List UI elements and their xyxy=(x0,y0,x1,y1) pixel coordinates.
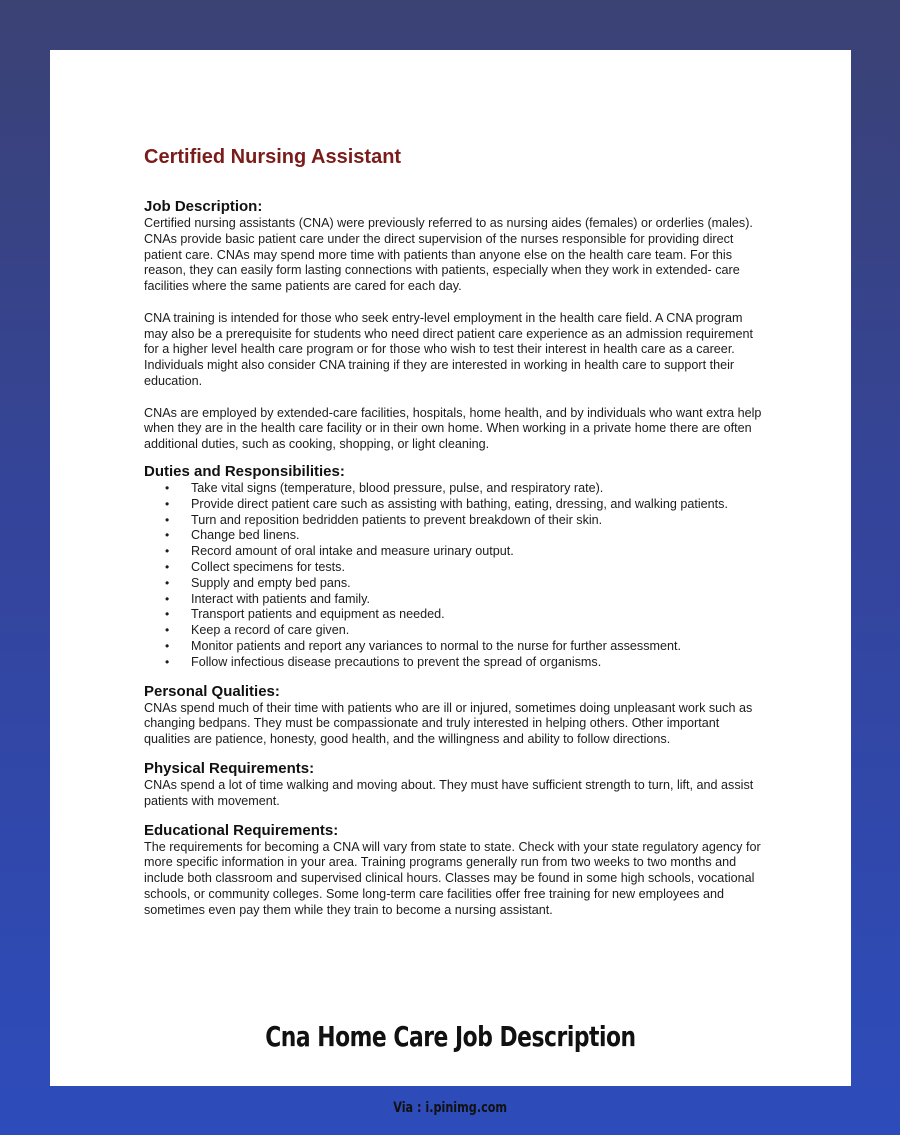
bullet-icon: • xyxy=(165,480,170,495)
physical-requirements-heading: Physical Requirements: xyxy=(144,759,315,777)
list-item: • Collect specimens for tests. xyxy=(165,559,345,574)
physical-requirements-text: CNAs spend a lot of time walking and moving about. They must have sufficient strength to turn, lift, and assist patients with movement. xyxy=(144,777,754,808)
bullet-icon: • xyxy=(165,591,170,606)
list-item: • Provide direct patient care such as assisting with bathing, eating, dressing, and walking patients. xyxy=(165,496,728,511)
bullet-icon: • xyxy=(165,512,170,527)
educational-requirements-text: The requirements for becoming a CNA will vary from state to state. Check with your state regulatory agency for more specific information in your area. Training programs generally run from two weeks to two months and include both classroom and supervised clinical hours. Classes may be found in some high schools, vocational schools, or community colleges. Some long-term care facilities offer free training for new employees and sometimes even pay them while they train to become a nursing assistant. xyxy=(144,839,761,917)
list-item: • Interact with patients and family. xyxy=(165,591,370,606)
personal-qualities-heading: Personal Qualities: xyxy=(144,682,280,700)
bullet-icon: • xyxy=(165,544,170,559)
list-item: • Follow infectious disease precautions to prevent the spread of organisms. xyxy=(165,654,602,669)
list-item: • Monitor patients and report any variances to normal to the nurse for further assessment. xyxy=(165,638,682,653)
bullet-icon: • xyxy=(165,607,170,622)
document-title: Certified Nursing Assistant xyxy=(144,146,402,168)
document-card xyxy=(50,50,851,1116)
personal-qualities-text: CNAs spend much of their time with patients who are ill or injured, sometimes doing unpleasant work such as changing bedpans. They must be compassionate and truly interested in helping others. Other important qualities are patience, honesty, good health, and the willingness and ability to follow directions. xyxy=(144,700,753,747)
caption-source xyxy=(50,1099,851,1117)
document-page xyxy=(144,144,764,918)
bullet-icon: • xyxy=(165,638,170,653)
list-item: • Transport patients and equipment as needed. xyxy=(165,607,445,622)
duties-heading: Duties and Responsibilities: xyxy=(144,462,345,480)
job-description-paragraph: Certified nursing assistants (CNA) were previously referred to as nursing aides (females) or orderlies (males). CNAs provide basic patient care under the direct supervision of the nurses responsible for providing direct patient care. CNAs may spend more time with patients than anyone else on the health care team. For this reason, they can easily form lasting connections with patients, especially when they work in extended- care facilities where the same patients are cared for each day. xyxy=(144,216,753,294)
bullet-icon: • xyxy=(165,559,170,574)
bullet-icon: • xyxy=(165,654,170,669)
educational-requirements-section xyxy=(144,822,764,919)
physical-requirements-section xyxy=(144,760,764,810)
caption-title: Cna Home Care Job Description xyxy=(265,1020,636,1053)
bullet-icon: • xyxy=(165,623,170,638)
list-item: • Change bed linens. xyxy=(165,528,300,543)
job-description-paragraph: CNAs are employed by extended-care facilities, hospitals, home health, and by individuals who want extra help when they are in the health care facility or in their own home. When working in a private home there are often additional duties, such as cooking, shopping, or light cleaning. xyxy=(144,405,762,452)
list-item: • Take vital signs (temperature, blood pressure, pulse, and respiratory rate). xyxy=(165,480,604,495)
source-link[interactable]: Via : i.pinimg.com xyxy=(393,1100,508,1116)
caption-area xyxy=(50,1017,851,1116)
job-description-paragraph: CNA training is intended for those who seek entry-level employment in the health care field. A CNA program may also be a prerequisite for students who need direct patient care experience as an admission requirement for a higher level health care program or for those who wish to test their interest in health care as a career. Individuals might also consider CNA training if they are interested in working in health care to support their education. xyxy=(144,310,754,388)
job-description-section xyxy=(144,198,764,453)
list-item: • Keep a record of care given. xyxy=(165,623,350,638)
educational-requirements-heading: Educational Requirements: xyxy=(144,821,339,839)
bullet-icon: • xyxy=(165,496,170,511)
duties-section xyxy=(144,463,764,671)
duties-list xyxy=(144,481,764,671)
bullet-icon: • xyxy=(165,528,170,543)
list-item: • Turn and reposition bedridden patients to prevent breakdown of their skin. xyxy=(165,512,603,527)
bullet-icon: • xyxy=(165,575,170,590)
list-item: • Record amount of oral intake and measure urinary output. xyxy=(165,544,514,559)
personal-qualities-section xyxy=(144,683,764,748)
job-description-heading: Job Description: xyxy=(144,198,263,215)
list-item: • Supply and empty bed pans. xyxy=(165,575,351,590)
